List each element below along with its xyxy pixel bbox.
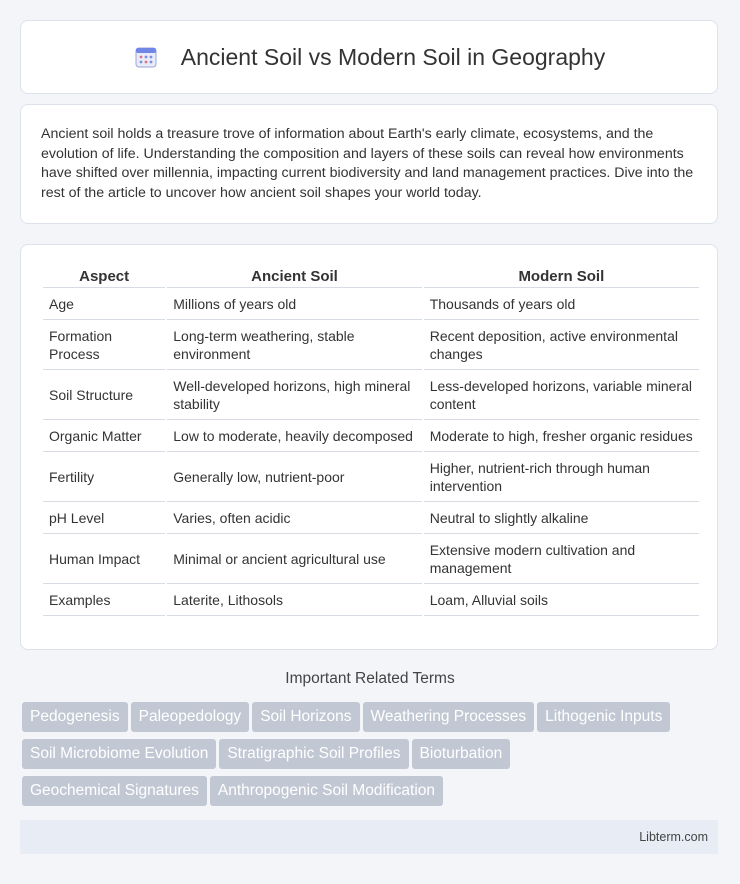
header-modern-soil: Modern Soil (424, 263, 699, 288)
tag-weathering-processes[interactable]: Weathering Processes (363, 702, 535, 732)
related-terms-list (22, 702, 722, 813)
cell-modern: Thousands of years old (424, 288, 699, 320)
tag-geochemical-signatures[interactable]: Geochemical Signatures (22, 776, 207, 806)
table-row (43, 370, 699, 420)
tag-lithogenic-inputs[interactable]: Lithogenic Inputs (537, 702, 670, 732)
tag-soil-horizons[interactable]: Soil Horizons (252, 702, 359, 732)
table-row (43, 320, 699, 370)
cell-ancient: Low to moderate, heavily decomposed (167, 420, 421, 452)
intro-paragraph: Ancient soil holds a treasure trove of information about Earth's early climate, ecosystems, and the evolution of life. Understanding the composition and layers of these soils can reveal how environments have shifted over millennia, impacting current biodiversity and land management practices. Dive into the rest of the article to uncover how ancient soil shapes your world today. (41, 126, 694, 201)
comparison-table-card (20, 244, 718, 650)
cell-aspect: Human Impact (43, 534, 165, 584)
cell-modern: Recent deposition, active environmental changes (424, 320, 699, 370)
table-row (43, 420, 699, 452)
cell-ancient: Well-developed horizons, high mineral stability (167, 370, 421, 420)
cell-aspect: Soil Structure (43, 370, 165, 420)
table-row (43, 288, 699, 320)
cell-modern: Higher, nutrient-rich through human intervention (424, 452, 699, 502)
table-row (43, 584, 699, 616)
cell-aspect: Organic Matter (43, 420, 165, 452)
page-title: Ancient Soil vs Modern Soil in Geography (180, 43, 606, 70)
calendar-grid-icon (133, 44, 159, 70)
tag-stratigraphic-soil-profiles[interactable]: Stratigraphic Soil Profiles (219, 739, 408, 769)
cell-modern: Extensive modern cultivation and management (424, 534, 699, 584)
tag-anthropogenic-soil-modification[interactable]: Anthropogenic Soil Modification (210, 776, 443, 806)
table-row (43, 502, 699, 534)
cell-aspect: pH Level (43, 502, 165, 534)
table-row (43, 534, 699, 584)
tag-paleopedology[interactable]: Paleopedology (131, 702, 250, 732)
footer (20, 820, 718, 854)
cell-modern: Less-developed horizons, variable mineral content (424, 370, 699, 420)
cell-ancient: Varies, often acidic (167, 502, 421, 534)
cell-ancient: Minimal or ancient agricultural use (167, 534, 421, 584)
cell-modern: Loam, Alluvial soils (424, 584, 699, 616)
cell-modern: Neutral to slightly alkaline (424, 502, 699, 534)
cell-aspect: Fertility (43, 452, 165, 502)
cell-ancient: Millions of years old (167, 288, 421, 320)
cell-ancient: Laterite, Lithosols (167, 584, 421, 616)
footer-site-link[interactable]: Libterm.com (639, 830, 708, 844)
tag-soil-microbiome-evolution[interactable]: Soil Microbiome Evolution (22, 739, 216, 769)
header-card (20, 20, 718, 94)
tag-bioturbation[interactable]: Bioturbation (412, 739, 511, 769)
cell-ancient: Generally low, nutrient-poor (167, 452, 421, 502)
header-aspect: Aspect (43, 263, 165, 288)
cell-aspect: Examples (43, 584, 165, 616)
tag-pedogenesis[interactable]: Pedogenesis (22, 702, 128, 732)
comparison-table (41, 263, 701, 616)
table-header-row (43, 263, 699, 288)
header-ancient-soil: Ancient Soil (167, 263, 421, 288)
cell-aspect: Formation Process (43, 320, 165, 370)
intro-card (20, 104, 718, 224)
cell-aspect: Age (43, 288, 165, 320)
cell-modern: Moderate to high, fresher organic residues (424, 420, 699, 452)
related-terms-title: Important Related Terms (285, 670, 455, 687)
cell-ancient: Long-term weathering, stable environment (167, 320, 421, 370)
table-row (43, 452, 699, 502)
